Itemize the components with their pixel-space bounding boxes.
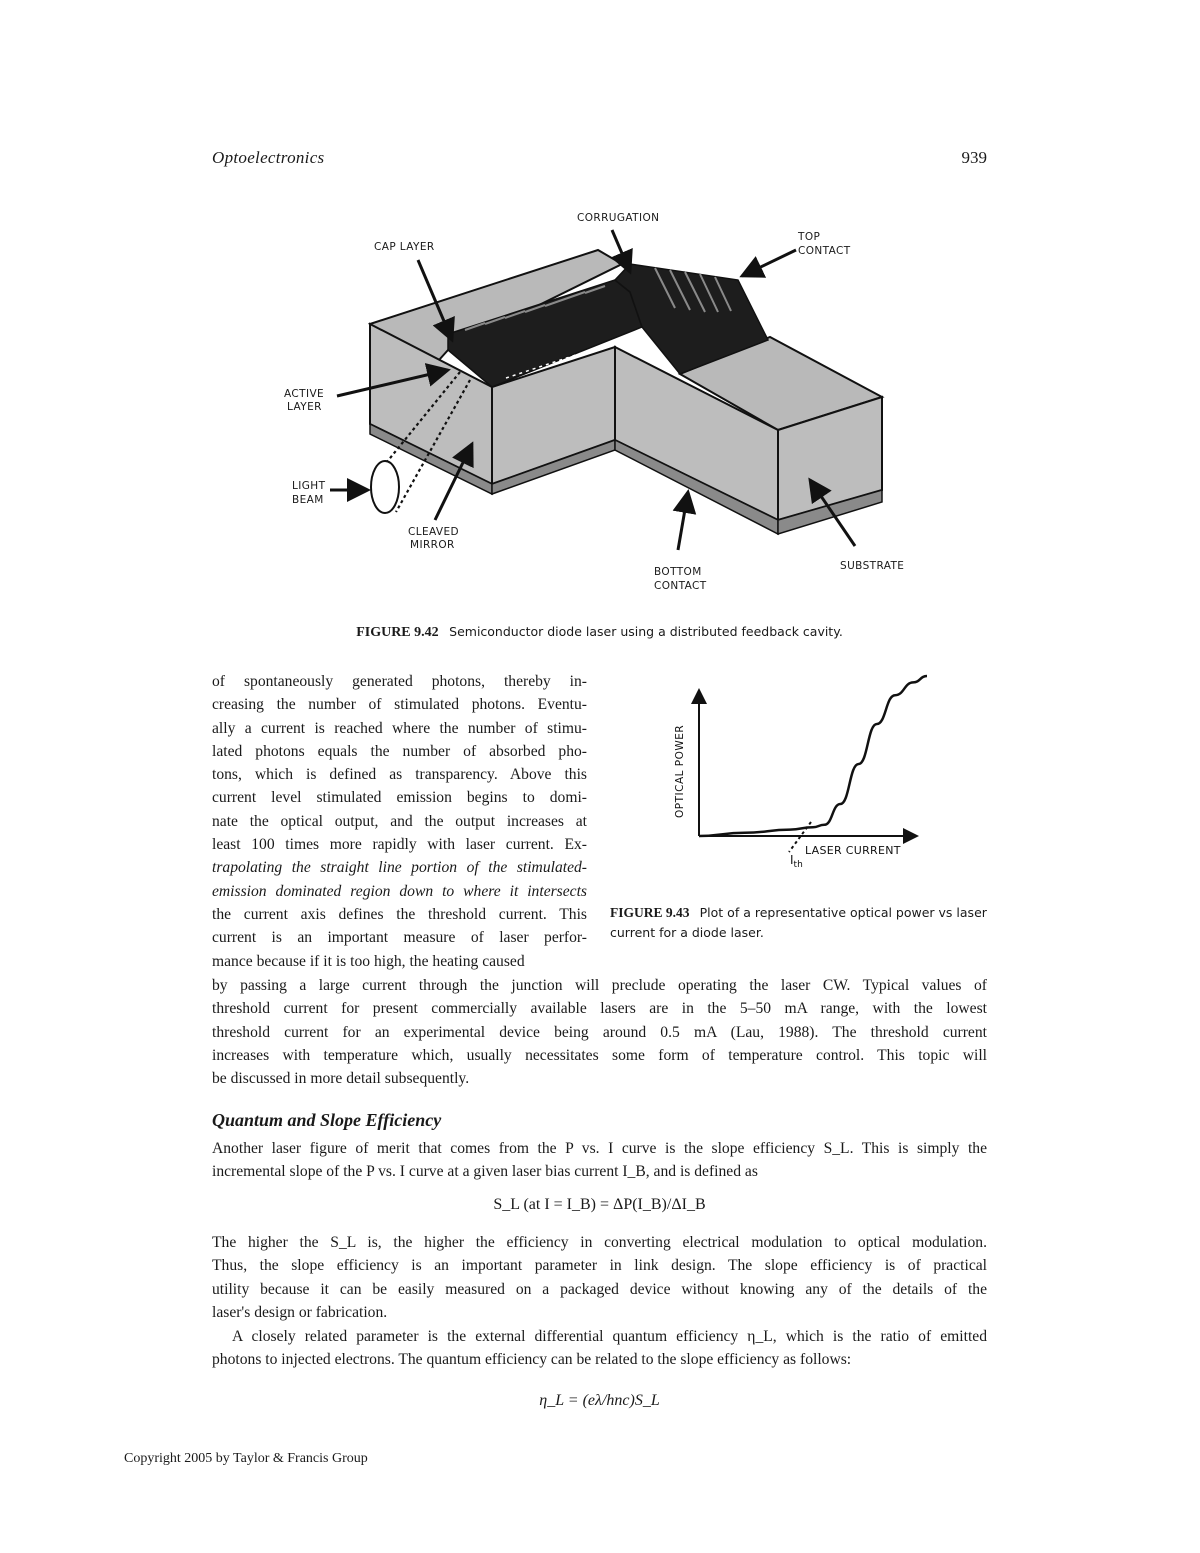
text-line: current level stimulated emission begins to domi- xyxy=(212,789,587,807)
optical-power-chart xyxy=(605,672,935,872)
text-line: least 100 times more rapidly with laser current. Ex- xyxy=(212,836,587,854)
label-bottom-contact-2: CONTACT xyxy=(654,580,707,592)
figure-9-43-label: FIGURE 9.43 xyxy=(610,905,690,920)
label-cleaved-mirror-1: CLEAVED xyxy=(408,526,460,538)
figure-9-43-caption xyxy=(610,903,988,943)
text-line: of spontaneously generated photons, thereby in- xyxy=(212,673,587,690)
y-axis-label: OPTICAL POWER xyxy=(674,724,686,818)
equation-slope-efficiency: S_L (at I = I_B) = ΔP(I_B)/ΔI_B xyxy=(493,1196,706,1213)
text-line: Another laser figure of merit that comes from the P vs. I curve is the slope efficiency S_L. This is simply the xyxy=(212,1140,987,1157)
power-curve xyxy=(699,676,927,836)
text-line: incremental slope of the P vs. I curve at a given laser bias current I_B, and is defined as xyxy=(212,1163,758,1181)
copyright-footer: Copyright 2005 by Taylor & Francis Group xyxy=(124,1451,368,1466)
text-line: be discussed in more detail subsequently. xyxy=(212,1070,470,1088)
label-substrate: SUBSTRATE xyxy=(840,560,905,572)
text-line: lated photons equals the number of absorbed pho- xyxy=(212,742,587,760)
text-line: nate the optical output, and the output increases at xyxy=(212,812,587,830)
slope-efficiency-paragraph xyxy=(212,1137,987,1184)
text-line: Thus, the slope efficiency is an important parameter in link design. The slope efficiency is of practical xyxy=(212,1257,987,1275)
threshold-label xyxy=(790,853,803,870)
text-line: ally a current is reached where the number of stimu- xyxy=(212,719,587,737)
threshold-symbol: I xyxy=(790,853,794,867)
text-line: trapolating the straight line portion of the stimulated- xyxy=(212,859,587,877)
threshold-subscript: th xyxy=(793,860,803,870)
text-line: threshold current for present commercially available lasers are in the 5–50 mA range, with the lowest xyxy=(212,1000,987,1018)
x-axis-label: LASER CURRENT xyxy=(805,844,901,857)
full-width-paragraph xyxy=(212,974,987,1090)
text-line: A closely related parameter is the external differential quantum efficiency η_L, which is the ratio of emitted xyxy=(232,1328,987,1345)
equation-quantum-efficiency: η_L = (eλ/hnc)S_L xyxy=(539,1392,660,1409)
label-corrugation: CORRUGATION xyxy=(577,212,660,224)
label-top-contact-2: CONTACT xyxy=(798,245,851,257)
label-active-layer-2: LAYER xyxy=(287,401,322,413)
running-header: Optoelectronics xyxy=(212,148,325,167)
text-line: The higher the S_L is, the higher the efficiency in converting electrical modulation to optical modulation. xyxy=(212,1234,987,1251)
text-line: tons, which is defined as transparency. Above this xyxy=(212,766,587,784)
text-line: emission dominated region down to where it intersects xyxy=(212,882,587,900)
text-line: creasing the number of stimulated photons. Eventu- xyxy=(212,696,587,714)
figure-9-42-text: Semiconductor diode laser using a distributed feedback cavity. xyxy=(449,624,843,639)
page-number: 939 xyxy=(961,148,987,167)
label-active-layer-1: ACTIVE xyxy=(284,388,325,400)
text-line: the current axis defines the threshold current. This xyxy=(212,905,587,923)
text-line: current is an important measure of laser perfor- xyxy=(212,929,587,947)
text-line: threshold current for an experimental device being around 0.5 mA (Lau, 1988). The threshold current xyxy=(212,1023,987,1041)
text-line: mance because if it is too high, the heating caused xyxy=(212,952,525,970)
light-beam-spot xyxy=(371,461,399,513)
laser-diagram xyxy=(270,202,930,612)
figure-9-42-label: FIGURE 9.42 xyxy=(356,625,439,640)
quantum-efficiency-paragraph xyxy=(212,1325,987,1372)
text-line: laser's design or fabrication. xyxy=(212,1303,388,1321)
label-cap-layer: CAP LAYER xyxy=(374,241,435,253)
section-heading: Quantum and Slope Efficiency xyxy=(212,1110,442,1130)
slope-efficiency-discussion xyxy=(212,1231,987,1324)
column-paragraph xyxy=(212,670,587,973)
label-light-beam-2: BEAM xyxy=(292,494,324,506)
text-line: by passing a large current through the junction will preclude operating the laser CW. Typical values of xyxy=(212,977,987,994)
label-top-contact-1: TOP xyxy=(798,231,821,243)
text-line: utility because it can be easily measured on a packaged device without knowing any of the details of the xyxy=(212,1280,987,1298)
text-line: photons to injected electrons. The quantum efficiency can be related to the slope efficiency as follows: xyxy=(212,1351,852,1369)
label-light-beam-1: LIGHT xyxy=(292,480,326,492)
label-bottom-contact-1: BOTTOM xyxy=(654,566,702,578)
figure-9-43-text: Plot of a representative optical power vs laser current for a diode laser. xyxy=(610,905,987,940)
text-line: increases with temperature which, usually necessitates some form of temperature control. This topic will xyxy=(212,1046,987,1064)
label-cleaved-mirror-2: MIRROR xyxy=(410,539,455,551)
figure-9-42-caption xyxy=(212,624,987,641)
